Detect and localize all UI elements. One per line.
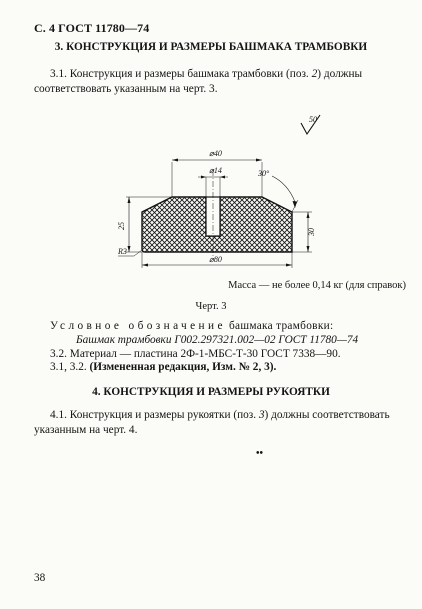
dim-angle-label: 30° (258, 169, 270, 178)
paragraph-4-1 (34, 408, 406, 438)
edition-prefix: 3.1, 3.2. (50, 361, 90, 373)
edition-note-text: (Измененная редакция, Изм. № 2, 3). (89, 361, 277, 373)
paragraph-3-1-text-end: ) должны соответствовать указанным на черт. 3. (34, 68, 363, 95)
page-header: С. 4 ГОСТ 11780—74 (34, 21, 150, 35)
paragraph-4-1-position: 3 (258, 409, 265, 421)
mass-note: Масса — не более 0,14 кг (для справок) (228, 280, 406, 291)
shoe-drawing (112, 140, 322, 270)
designation-label (50, 319, 333, 334)
dim-left-height-label: 25 (117, 222, 126, 230)
edition-note (50, 360, 276, 375)
print-speck: •• (256, 448, 264, 459)
dim40-arrow-right (256, 159, 262, 162)
dim-hole-label: ⌀14 (209, 166, 222, 175)
dim-right-height-label: 30 (307, 228, 316, 236)
section-4-title: 4. КОНСТРУКЦИЯ И РАЗМЕРЫ РУКОЯТКИ (92, 386, 330, 398)
dim14-arrow-left (201, 176, 206, 179)
r3-leader (134, 250, 142, 256)
dim80-arrow-left (142, 264, 148, 267)
paragraph-3-1 (34, 67, 406, 97)
dim14-arrow-right (220, 176, 225, 179)
angle-arc (272, 176, 295, 202)
dim-radius-label: R3 (118, 247, 127, 256)
designation-label-spaced: Условное обозначение (50, 320, 226, 332)
material-line: 3.2. Материал — пластина 2Ф-1-МБС-Т-30 ГОСТ 7338—90. (50, 348, 341, 360)
dim-bottom-label: ⌀80 (209, 255, 222, 264)
surface-roughness-symbol (300, 114, 322, 136)
section-3-title: 3. КОНСТРУКЦИЯ И РАЗМЕРЫ БАШМАКА ТРАМБОВКИ (54, 41, 368, 53)
dim40-arrow-left (172, 159, 178, 162)
paragraph-3-1-text-start: 3.1. Конструкция и размеры башмака трамбовки (поз. (50, 68, 312, 80)
designation-label-rest: башмака трамбовки: (225, 320, 334, 332)
dim-top-label: ⌀40 (209, 149, 222, 158)
dim30-arrow-top (307, 212, 310, 218)
dim25-arrow-top (128, 197, 131, 203)
figure-caption: Черт. 3 (195, 301, 227, 312)
paragraph-3-1-position: 2 (311, 68, 318, 80)
dim25-arrow-bottom (128, 246, 131, 252)
paragraph-4-1-text-end: ) должны соответствовать указанным на черт. 4. (34, 409, 390, 436)
page-number: 38 (34, 572, 46, 584)
dim30-arrow-bottom (307, 246, 310, 252)
roughness-label: 50 (309, 115, 317, 124)
designation-value: Башмак трамбовки Г002.297321.002—02 ГОСТ 11780—74 (76, 334, 359, 346)
paragraph-4-1-text-start: 4.1. Конструкция и размеры рукоятки (поз. (50, 409, 259, 421)
dim80-arrow-right (286, 264, 292, 267)
